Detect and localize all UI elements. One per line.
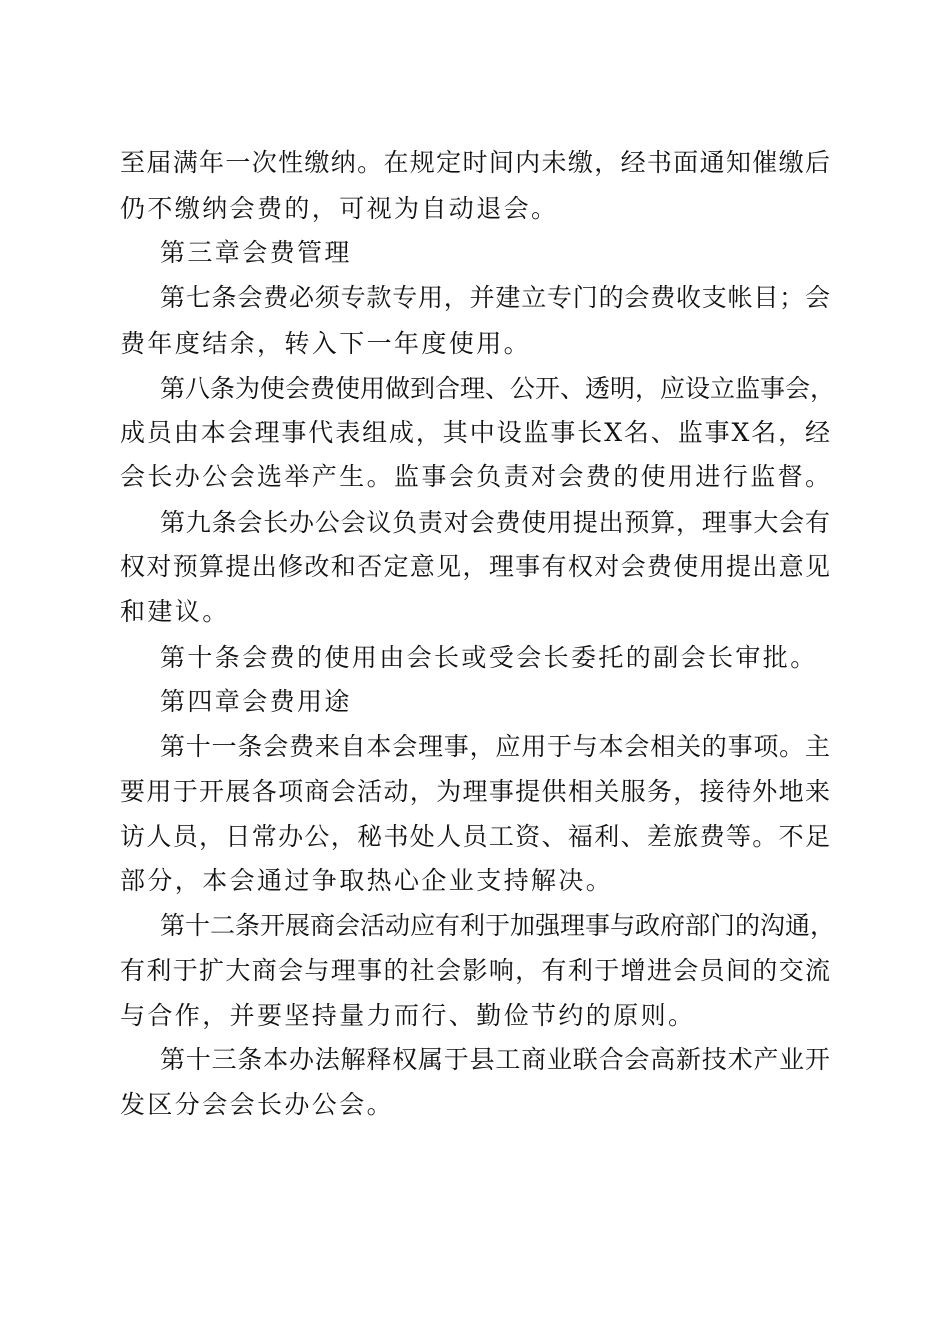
text-line: 至届满年一次性缴纳。在规定时间内未缴，经书面通知催缴后 — [120, 148, 830, 177]
text-line: 部分，本会通过争取热心企业支持解决。 — [120, 866, 614, 895]
chapter-heading: 第四章会费用途 — [160, 687, 352, 716]
text-line: 有利于扩大商会与理事的社会影响，有利于增进会员间的交流 — [120, 956, 830, 985]
text-line: 费年度结余，转入下一年度使用。 — [120, 329, 532, 358]
text-line: 要用于开展各项商会活动，为理事提供相关服务，接待外地来 — [120, 777, 830, 806]
text-line: 第十二条开展商会活动应有利于加强理事与政府部门的沟通， — [160, 911, 836, 940]
text-line: 发区分会会长办公会。 — [120, 1090, 395, 1119]
text-line: 第十三条本办法解释权属于县工商业联合会高新技术产业开 — [160, 1045, 830, 1074]
text-line: 权对预算提出修改和否定意见，理事有权对会费使用提出意见 — [120, 552, 830, 581]
text-line: 仍不缴纳会费的，可视为自动退会。 — [120, 194, 559, 223]
text-line: 第九条会长办公会议负责对会费使用提出预算，理事大会有 — [160, 508, 830, 537]
text-line: 第八条为使会费使用做到合理、公开、透明，应设立监事会， — [160, 374, 836, 403]
text-line: 和建议。 — [120, 597, 230, 626]
text-line: 成员由本会理事代表组成，其中设监事长X名、监事X名，经 — [120, 418, 830, 447]
text-line: 第十一条会费来自本会理事，应用于与本会相关的事项。主 — [160, 732, 830, 761]
text-line: 第十条会费的使用由会长或受会长委托的副会长审批。 — [160, 643, 818, 672]
chapter-heading: 第三章会费管理 — [160, 238, 352, 267]
text-line: 会长办公会选举产生。监事会负责对会费的使用进行监督。 — [120, 462, 833, 491]
text-line: 第七条会费必须专款专用，并建立专门的会费收支帐目；会 — [160, 283, 830, 312]
text-line: 访人员，日常办公，秘书处人员工资、福利、差旅费等。不足 — [120, 822, 830, 851]
text-line: 与合作，并要坚持量力而行、勤俭节约的原则。 — [120, 1001, 696, 1030]
